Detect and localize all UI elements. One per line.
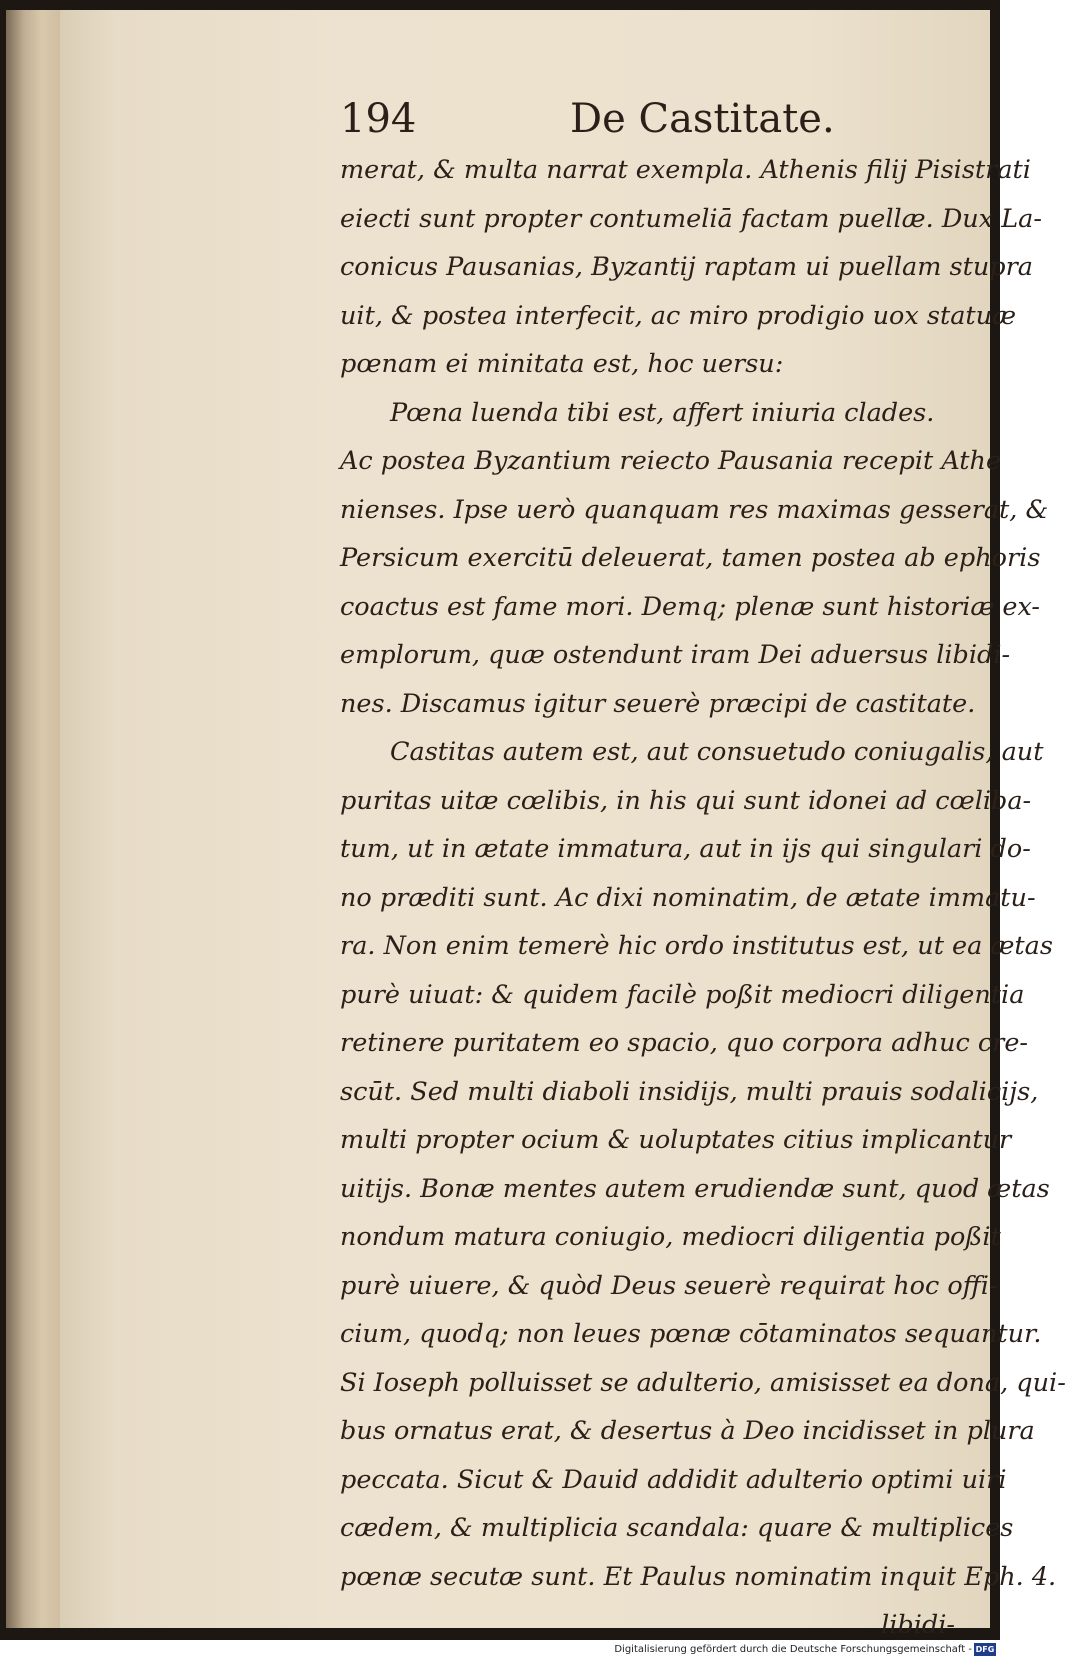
text-line: Persicum exercitū deleuerat, tamen postea ab ephoris xyxy=(340,543,1041,573)
text-line: pœnam ei minitata est, hoc uersu: xyxy=(340,349,784,379)
text-line: nondum matura coniugio, mediocri diligentia poßit xyxy=(340,1222,1001,1252)
text-line: ra. Non enim temerè hic ordo institutus est, ut ea ætas xyxy=(340,931,1053,961)
text-line: uitijs. Bonæ mentes autem erudiendæ sunt, quod ætas xyxy=(340,1173,1050,1204)
text-line: purè uiuere, & quòd Deus seuerè requirat hoc offi- xyxy=(340,1270,998,1301)
page-edges xyxy=(6,10,66,1628)
funding-credit: Digitalisierung gefördert durch die Deutsche Forschungsgemeinschaft - xyxy=(614,1644,972,1655)
text-line: purè uiuat: & quidem facilè poßit mediocri diligentia xyxy=(340,979,1025,1010)
digitization-footer xyxy=(0,1640,1000,1660)
text-line: nienses. Ipse uerò quanquam res maximas gesserat, & xyxy=(340,494,1049,525)
catchword: libidi- xyxy=(881,1610,955,1640)
running-title: De Castitate. xyxy=(570,96,835,142)
text-line: puritas uitæ cœlibis, in his qui sunt idonei ad cœliba- xyxy=(340,785,1032,816)
paragraph-start-line: Castitas autem est, aut consuetudo coniugalis, aut xyxy=(390,737,1044,767)
text-line: multi propter ocium & uoluptates citius implicantur xyxy=(340,1125,1012,1155)
text-line: emplorum, quæ ostendunt iram Dei aduersus libidi- xyxy=(340,640,1011,670)
text-line: no præditi sunt. Ac dixi nominatim, de ætate immatu- xyxy=(340,882,1036,913)
text-line: conicus Pausanias, Byzantij raptam ui puellam stupra xyxy=(340,252,1033,282)
text-line: bus ornatus erat, & desertus à Deo incidisset in plura xyxy=(340,1416,1035,1446)
text-line: pœnæ secutæ sunt. Et Paulus nominatim inquit Eph. 4. xyxy=(340,1561,1057,1592)
dfg-logo-icon: DFG xyxy=(975,1645,995,1654)
text-line: merat, & multa narrat exempla. Athenis filij Pisistrati xyxy=(340,155,1031,185)
page-header xyxy=(340,92,965,146)
text-line: Si Ioseph polluisset se adulterio, amisisset ea dona, qui- xyxy=(340,1367,1066,1398)
text-line: eiecti sunt propter contumeliā factam puellæ. Dux La- xyxy=(340,203,1042,234)
text-line: cædem, & multiplicia scandala: quare & multiplices xyxy=(340,1513,1014,1543)
text-line: coactus est fame mori. Demq; plenæ sunt historiæ ex- xyxy=(340,591,1041,622)
text-line: nes. Discamus igitur seuerè præcipi de castitate. xyxy=(340,688,976,719)
text-line: peccata. Sicut & Dauid addidit adulterio optimi uiri xyxy=(340,1464,1007,1495)
verse-line: Pœna luenda tibi est, affert iniuria clades. xyxy=(390,397,935,428)
text-line: cium, quodq; non leues pœnæ cōtaminatos sequantur. xyxy=(340,1319,1042,1349)
text-line: uit, & postea interfecit, ac miro prodigio uox statuæ xyxy=(340,300,1017,331)
page-number: 194 xyxy=(340,96,417,142)
text-line: retinere puritatem eo spacio, quo corpora adhuc cre- xyxy=(340,1028,1029,1058)
text-line: Ac postea Byzantium reiecto Pausania recepit Athe xyxy=(340,446,1002,476)
text-line: scūt. Sed multi diaboli insidijs, multi prauis sodalicijs, xyxy=(340,1076,1039,1107)
text-line: tum, ut in ætate immatura, aut in ijs qui singulari do- xyxy=(340,834,1031,864)
